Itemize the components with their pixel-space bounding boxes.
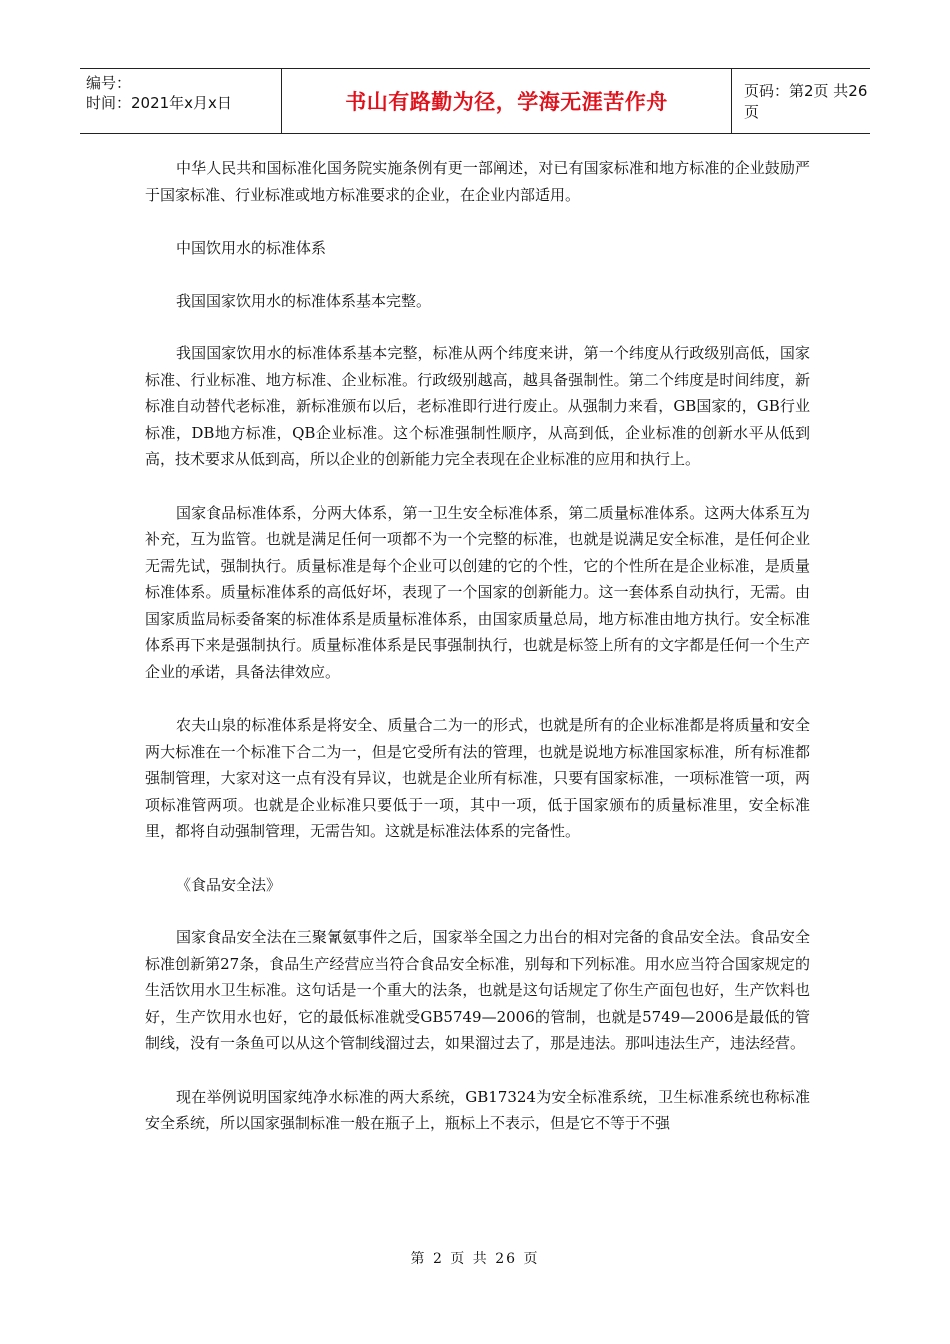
paragraph: 中华人民共和国标准化国务院实施条例有更一部阐述，对已有国家标准和地方标准的企业鼓励严于国家标准、行业标准或地方标准要求的企业，在企业内部适用。: [145, 159, 810, 204]
header-motto: 书山有路勤为径，学海无涯苦作舟: [345, 90, 668, 114]
paragraph: 我国国家饮用水的标准体系基本完整，标准从两个纬度来讲，第一个纬度从行政级别高低，国家标准、行业标准、地方标准、企业标准。行政级别越高，越具备强制性。第二个纬度是时间纬度，新标准自动替代老标准，新标准颁布以后，老标准即行进行废止。从强制力来看，GB国家的，GB行业标准，DB地方标准，QB企业标准。这个标准强制性顺序，从高到低，企业标准的创新水平从低到高，技术要求从低到高，所以企业的创新能力完全表现在企业标准的应用和执行上。: [145, 344, 810, 468]
document-time-label: 时间：2021年x月x日: [86, 94, 232, 112]
document-number-label: 编号：: [86, 74, 132, 92]
document-header: [80, 68, 870, 134]
paragraph: 国家食品标准体系，分两大体系，第一卫生安全标准体系，第二质量标准体系。这两大体系互为补充，互为监管。也就是满足任何一项都不为一个完整的标准，也就是说满足安全标准，是任何企业无需先试，强制执行。质量标准是每个企业可以创建的它的个性，它的个性所在是企业标准，是质量标准体系。质量标准体系的高低好坏，表现了一个国家的创新能力。这一套体系自动执行，无需。由国家质监局标委备案的标准体系是质量标准体系，由国家质量总局，地方标准由地方执行。安全标准体系再下来是强制执行。质量标准体系是民事强制执行，也就是标签上所有的文字都是任何一个生产企业的承诺，具备法律效应。: [145, 503, 810, 681]
page-footer: 第 2 页 共 26 页: [410, 1251, 540, 1267]
header-page-info: 页码：第2页 共26页: [744, 82, 868, 121]
section-heading: 中国饮用水的标准体系: [176, 239, 327, 257]
document-body: [145, 155, 810, 1164]
header-meta: [80, 69, 282, 133]
paragraph: 国家食品安全法在三聚氰氨事件之后，国家举全国之力出台的相对完备的食品安全法。食品安全标准创新第27条，食品生产经营应当符合食品安全标准，别每和下列标准。用水应当符合国家规定的生活饮用水卫生标准。这句话是一个重大的法条，也就是这句话规定了你生产面包也好，生产饮料也好，生产饮用水也好，它的最低标准就受GB5749—2006的管制，也就是5749—2006是最低的管制线，没有一条鱼可以从这个管制线溜过去，如果溜过去了，那是违法。那叫违法生产，违法经营。: [145, 928, 810, 1052]
section-heading: 《食品安全法》: [176, 875, 282, 894]
paragraph: 农夫山泉的标准体系是将安全、质量合二为一的形式，也就是所有的企业标准都是将质量和安全两大标准在一个标准下合二为一，但是它受所有法的管理，也就是说地方标准国家标准，所有标准都强制管理，大家对这一点有没有异议，也就是企业所有标准，只要有国家标准，一项标准管一项，两项标准管两项。也就是企业标准只要低于一项，其中一项，低于国家颁布的质量标准里，安全标准里，都将自动强制管理，无需告知。这就是标准法体系的完备性。: [145, 716, 810, 840]
paragraph: 我国国家饮用水的标准体系基本完整。: [176, 291, 432, 310]
paragraph: 现在举例说明国家纯净水标准的两大系统，GB17324为安全标准系统，卫生标准系统也称标准安全系统，所以国家强制标准一般在瓶子上，瓶标上不表示，但是它不等于不强: [145, 1087, 810, 1132]
header-page-info-cell: [732, 69, 870, 133]
header-motto-cell: [282, 69, 732, 133]
